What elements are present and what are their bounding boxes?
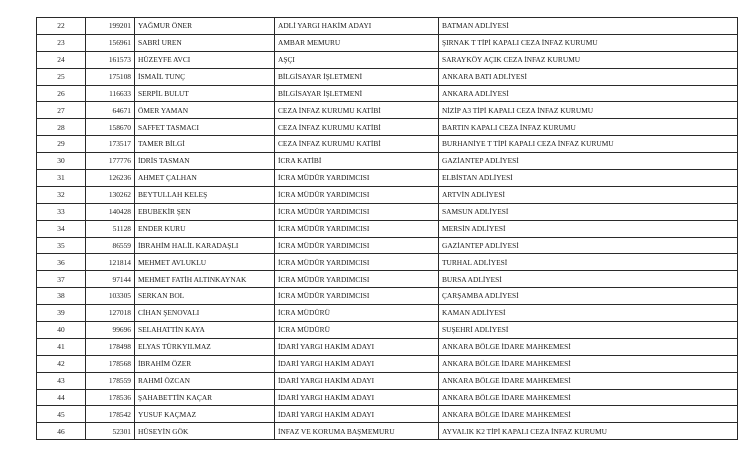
row-number-cell: 30 <box>37 153 86 170</box>
position-cell: İCRA MÜDÜR YARDIMCISI <box>275 254 439 271</box>
table-row <box>37 34 738 51</box>
full-name-cell: BEYTULLAH KELEŞ <box>135 186 275 203</box>
row-number-cell: 29 <box>37 136 86 153</box>
position-cell: BİLGİSAYAR İŞLETMENİ <box>275 68 439 85</box>
row-number-cell: 46 <box>37 423 86 440</box>
registry-number-cell: 116633 <box>86 85 135 102</box>
table-row <box>37 237 738 254</box>
table-row <box>37 136 738 153</box>
position-cell: İDARİ YARGI HAKİM ADAYI <box>275 355 439 372</box>
table-row <box>37 220 738 237</box>
full-name-cell: EBUBEKİR ŞEN <box>135 203 275 220</box>
assignment-location-cell: KAMAN ADLİYESİ <box>439 305 738 322</box>
row-number-cell: 27 <box>37 102 86 119</box>
table-row <box>37 305 738 322</box>
assignment-location-cell: ANKARA BÖLGE İDARE MAHKEMESİ <box>439 389 738 406</box>
assignment-location-cell: TURHAL ADLİYESİ <box>439 254 738 271</box>
registry-number-cell: 156961 <box>86 34 135 51</box>
position-cell: İCRA MÜDÜR YARDIMCISI <box>275 237 439 254</box>
table-row <box>37 51 738 68</box>
table-row <box>37 254 738 271</box>
full-name-cell: HÜSEYİN GÖK <box>135 423 275 440</box>
assignment-location-cell: ANKARA BÖLGE İDARE MAHKEMESİ <box>439 338 738 355</box>
position-cell: BİLGİSAYAR İŞLETMENİ <box>275 85 439 102</box>
assignment-location-cell: BURSA ADLİYESİ <box>439 271 738 288</box>
table-row <box>37 271 738 288</box>
position-cell: CEZA İNFAZ KURUMU KATİBİ <box>275 136 439 153</box>
full-name-cell: SERKAN BOL <box>135 288 275 305</box>
position-cell: CEZA İNFAZ KURUMU KATİBİ <box>275 119 439 136</box>
row-number-cell: 40 <box>37 322 86 339</box>
assignment-location-cell: SARAYKÖY AÇIK CEZA İNFAZ KURUMU <box>439 51 738 68</box>
row-number-cell: 31 <box>37 170 86 187</box>
registry-number-cell: 52301 <box>86 423 135 440</box>
full-name-cell: HÜZEYFE AVCI <box>135 51 275 68</box>
full-name-cell: ÖMER YAMAN <box>135 102 275 119</box>
position-cell: ADLİ YARGI HAKİM ADAYI <box>275 18 439 35</box>
registry-number-cell: 127018 <box>86 305 135 322</box>
table-row <box>37 102 738 119</box>
position-cell: İCRA MÜDÜRÜ <box>275 305 439 322</box>
registry-number-cell: 173517 <box>86 136 135 153</box>
position-cell: İDARİ YARGI HAKİM ADAYI <box>275 338 439 355</box>
table-row <box>37 170 738 187</box>
position-cell: İNFAZ VE KORUMA BAŞMEMURU <box>275 423 439 440</box>
row-number-cell: 37 <box>37 271 86 288</box>
table-row <box>37 372 738 389</box>
row-number-cell: 38 <box>37 288 86 305</box>
table-row <box>37 389 738 406</box>
personnel-table-body <box>37 18 738 440</box>
registry-number-cell: 178568 <box>86 355 135 372</box>
registry-number-cell: 178536 <box>86 389 135 406</box>
personnel-table <box>36 17 738 440</box>
row-number-cell: 45 <box>37 406 86 423</box>
registry-number-cell: 51128 <box>86 220 135 237</box>
row-number-cell: 25 <box>37 68 86 85</box>
row-number-cell: 28 <box>37 119 86 136</box>
position-cell: İCRA MÜDÜR YARDIMCISI <box>275 271 439 288</box>
table-row <box>37 355 738 372</box>
full-name-cell: SAFFET TASMACI <box>135 119 275 136</box>
position-cell: İCRA MÜDÜR YARDIMCISI <box>275 186 439 203</box>
row-number-cell: 42 <box>37 355 86 372</box>
assignment-location-cell: ARTVİN ADLİYESİ <box>439 186 738 203</box>
position-cell: İCRA MÜDÜR YARDIMCISI <box>275 203 439 220</box>
position-cell: İCRA MÜDÜR YARDIMCISI <box>275 288 439 305</box>
table-row <box>37 186 738 203</box>
full-name-cell: AHMET ÇALHAN <box>135 170 275 187</box>
full-name-cell: ŞAHABETTİN KAÇAR <box>135 389 275 406</box>
assignment-location-cell: ANKARA BÖLGE İDARE MAHKEMESİ <box>439 372 738 389</box>
row-number-cell: 44 <box>37 389 86 406</box>
assignment-location-cell: ELBİSTAN ADLİYESİ <box>439 170 738 187</box>
assignment-location-cell: SUŞEHRİ ADLİYESİ <box>439 322 738 339</box>
position-cell: İCRA MÜDÜR YARDIMCISI <box>275 170 439 187</box>
position-cell: İDARİ YARGI HAKİM ADAYI <box>275 372 439 389</box>
full-name-cell: İSMAİL TUNÇ <box>135 68 275 85</box>
full-name-cell: YUSUF KAÇMAZ <box>135 406 275 423</box>
full-name-cell: SELAHATTİN KAYA <box>135 322 275 339</box>
assignment-location-cell: BARTIN KAPALI CEZA İNFAZ KURUMU <box>439 119 738 136</box>
registry-number-cell: 178542 <box>86 406 135 423</box>
assignment-location-cell: BURHANİYE T TİPİ KAPALI CEZA İNFAZ KURUMU <box>439 136 738 153</box>
row-number-cell: 39 <box>37 305 86 322</box>
full-name-cell: İBRAHİM HALİL KARADAŞLI <box>135 237 275 254</box>
row-number-cell: 35 <box>37 237 86 254</box>
table-row <box>37 85 738 102</box>
row-number-cell: 43 <box>37 372 86 389</box>
registry-number-cell: 130262 <box>86 186 135 203</box>
row-number-cell: 24 <box>37 51 86 68</box>
registry-number-cell: 158670 <box>86 119 135 136</box>
assignment-location-cell: ANKARA BÖLGE İDARE MAHKEMESİ <box>439 355 738 372</box>
assignment-location-cell: ŞIRNAK T TİPİ KAPALI CEZA İNFAZ KURUMU <box>439 34 738 51</box>
table-row <box>37 338 738 355</box>
row-number-cell: 36 <box>37 254 86 271</box>
assignment-location-cell: GAZİANTEP ADLİYESİ <box>439 237 738 254</box>
full-name-cell: MEHMET AVLUKLU <box>135 254 275 271</box>
position-cell: CEZA İNFAZ KURUMU KATİBİ <box>275 102 439 119</box>
registry-number-cell: 178498 <box>86 338 135 355</box>
full-name-cell: CİHAN ŞENOVALI <box>135 305 275 322</box>
registry-number-cell: 103305 <box>86 288 135 305</box>
full-name-cell: MEHMET FATİH ALTINKAYNAK <box>135 271 275 288</box>
registry-number-cell: 177776 <box>86 153 135 170</box>
registry-number-cell: 161573 <box>86 51 135 68</box>
row-number-cell: 34 <box>37 220 86 237</box>
table-row <box>37 203 738 220</box>
registry-number-cell: 64671 <box>86 102 135 119</box>
position-cell: İCRA MÜDÜRÜ <box>275 322 439 339</box>
full-name-cell: YAĞMUR ÖNER <box>135 18 275 35</box>
table-row <box>37 322 738 339</box>
full-name-cell: ENDER KURU <box>135 220 275 237</box>
full-name-cell: SERPİL BULUT <box>135 85 275 102</box>
position-cell: İDARİ YARGI HAKİM ADAYI <box>275 406 439 423</box>
table-row <box>37 288 738 305</box>
full-name-cell: İBRAHİM ÖZER <box>135 355 275 372</box>
row-number-cell: 32 <box>37 186 86 203</box>
registry-number-cell: 126236 <box>86 170 135 187</box>
row-number-cell: 22 <box>37 18 86 35</box>
assignment-location-cell: ÇARŞAMBA ADLİYESİ <box>439 288 738 305</box>
row-number-cell: 26 <box>37 85 86 102</box>
table-row <box>37 68 738 85</box>
assignment-location-cell: ANKARA BATI ADLİYESİ <box>439 68 738 85</box>
assignment-location-cell: ANKARA ADLİYESİ <box>439 85 738 102</box>
full-name-cell: SABRİ UREN <box>135 34 275 51</box>
assignment-location-cell: AYVALIK K2 TİPİ KAPALI CEZA İNFAZ KURUMU <box>439 423 738 440</box>
table-row <box>37 406 738 423</box>
registry-number-cell: 97144 <box>86 271 135 288</box>
table-row <box>37 18 738 35</box>
position-cell: AMBAR MEMURU <box>275 34 439 51</box>
full-name-cell: İDRİS TASMAN <box>135 153 275 170</box>
registry-number-cell: 178559 <box>86 372 135 389</box>
registry-number-cell: 199201 <box>86 18 135 35</box>
full-name-cell: RAHMİ ÖZCAN <box>135 372 275 389</box>
position-cell: İCRA MÜDÜR YARDIMCISI <box>275 220 439 237</box>
position-cell: AŞÇI <box>275 51 439 68</box>
assignment-location-cell: MERSİN ADLİYESİ <box>439 220 738 237</box>
full-name-cell: TAMER BİLGİ <box>135 136 275 153</box>
assignment-location-cell: SAMSUN ADLİYESİ <box>439 203 738 220</box>
table-row <box>37 153 738 170</box>
table-row <box>37 423 738 440</box>
row-number-cell: 33 <box>37 203 86 220</box>
full-name-cell: ELYAS TÜRKYILMAZ <box>135 338 275 355</box>
assignment-location-cell: ANKARA BÖLGE İDARE MAHKEMESİ <box>439 406 738 423</box>
position-cell: İDARİ YARGI HAKİM ADAYI <box>275 389 439 406</box>
registry-number-cell: 121814 <box>86 254 135 271</box>
assignment-location-cell: GAZİANTEP ADLİYESİ <box>439 153 738 170</box>
registry-number-cell: 99696 <box>86 322 135 339</box>
row-number-cell: 41 <box>37 338 86 355</box>
registry-number-cell: 86559 <box>86 237 135 254</box>
registry-number-cell: 175108 <box>86 68 135 85</box>
table-row <box>37 119 738 136</box>
registry-number-cell: 140428 <box>86 203 135 220</box>
assignment-location-cell: BATMAN ADLİYESİ <box>439 18 738 35</box>
row-number-cell: 23 <box>37 34 86 51</box>
position-cell: İCRA KATİBİ <box>275 153 439 170</box>
assignment-location-cell: NİZİP A3 TİPİ KAPALI CEZA İNFAZ KURUMU <box>439 102 738 119</box>
